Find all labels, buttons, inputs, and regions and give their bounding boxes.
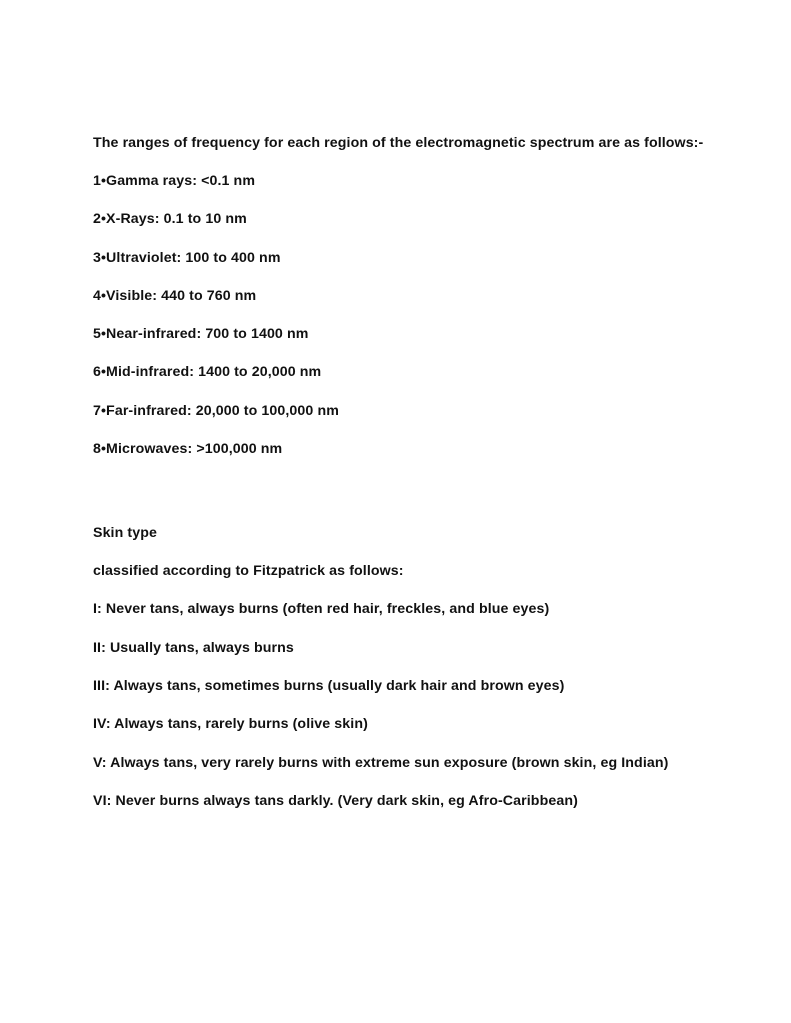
- skin-type-item-1: I: Never tans, always burns (often red hair, freckles, and blue eyes): [93, 601, 550, 618]
- skin-type-intro: classified according to Fitzpatrick as follows:: [93, 563, 404, 580]
- skin-type-list: [93, 598, 713, 812]
- spectrum-item-xrays: 2•X-Rays: 0.1 to 10 nm: [93, 211, 247, 228]
- spectrum-item-ultraviolet: 3•Ultraviolet: 100 to 400 nm: [93, 249, 281, 266]
- spectrum-item-microwaves: 8•Microwaves: >100,000 nm: [93, 441, 283, 458]
- skin-type-item-3: III: Always tans, sometimes burns (usually dark hair and brown eyes): [93, 677, 565, 694]
- skin-type-item-5: V: Always tans, very rarely burns with extreme sun exposure (brown skin, eg Indian): [93, 754, 669, 771]
- skin-type-heading: Skin type: [93, 525, 157, 542]
- spectrum-item-far-infrared: 7•Far-infrared: 20,000 to 100,000 nm: [93, 402, 339, 419]
- skin-type-item-4: IV: Always tans, rarely burns (olive skin): [93, 716, 368, 733]
- skin-type-item-6: VI: Never burns always tans darkly. (Very dark skin, eg Afro-Caribbean): [93, 792, 578, 809]
- spectrum-item-gamma: 1•Gamma rays: <0.1 nm: [93, 173, 256, 189]
- spectrum-item-visible: 4•Visible: 440 to 760 nm: [93, 287, 257, 304]
- section-spacer: [93, 476, 713, 522]
- spectrum-list: [93, 170, 713, 461]
- spectrum-item-mid-infrared: 6•Mid-infrared: 1400 to 20,000 nm: [93, 364, 322, 381]
- spectrum-item-near-infrared: 5•Near-infrared: 700 to 1400 nm: [93, 326, 309, 343]
- skin-type-item-2: II: Usually tans, always burns: [93, 639, 294, 656]
- document-body: [93, 132, 713, 828]
- spectrum-intro: The ranges of frequency for each region of the electromagnetic spectrum are as follows:-: [93, 135, 704, 151]
